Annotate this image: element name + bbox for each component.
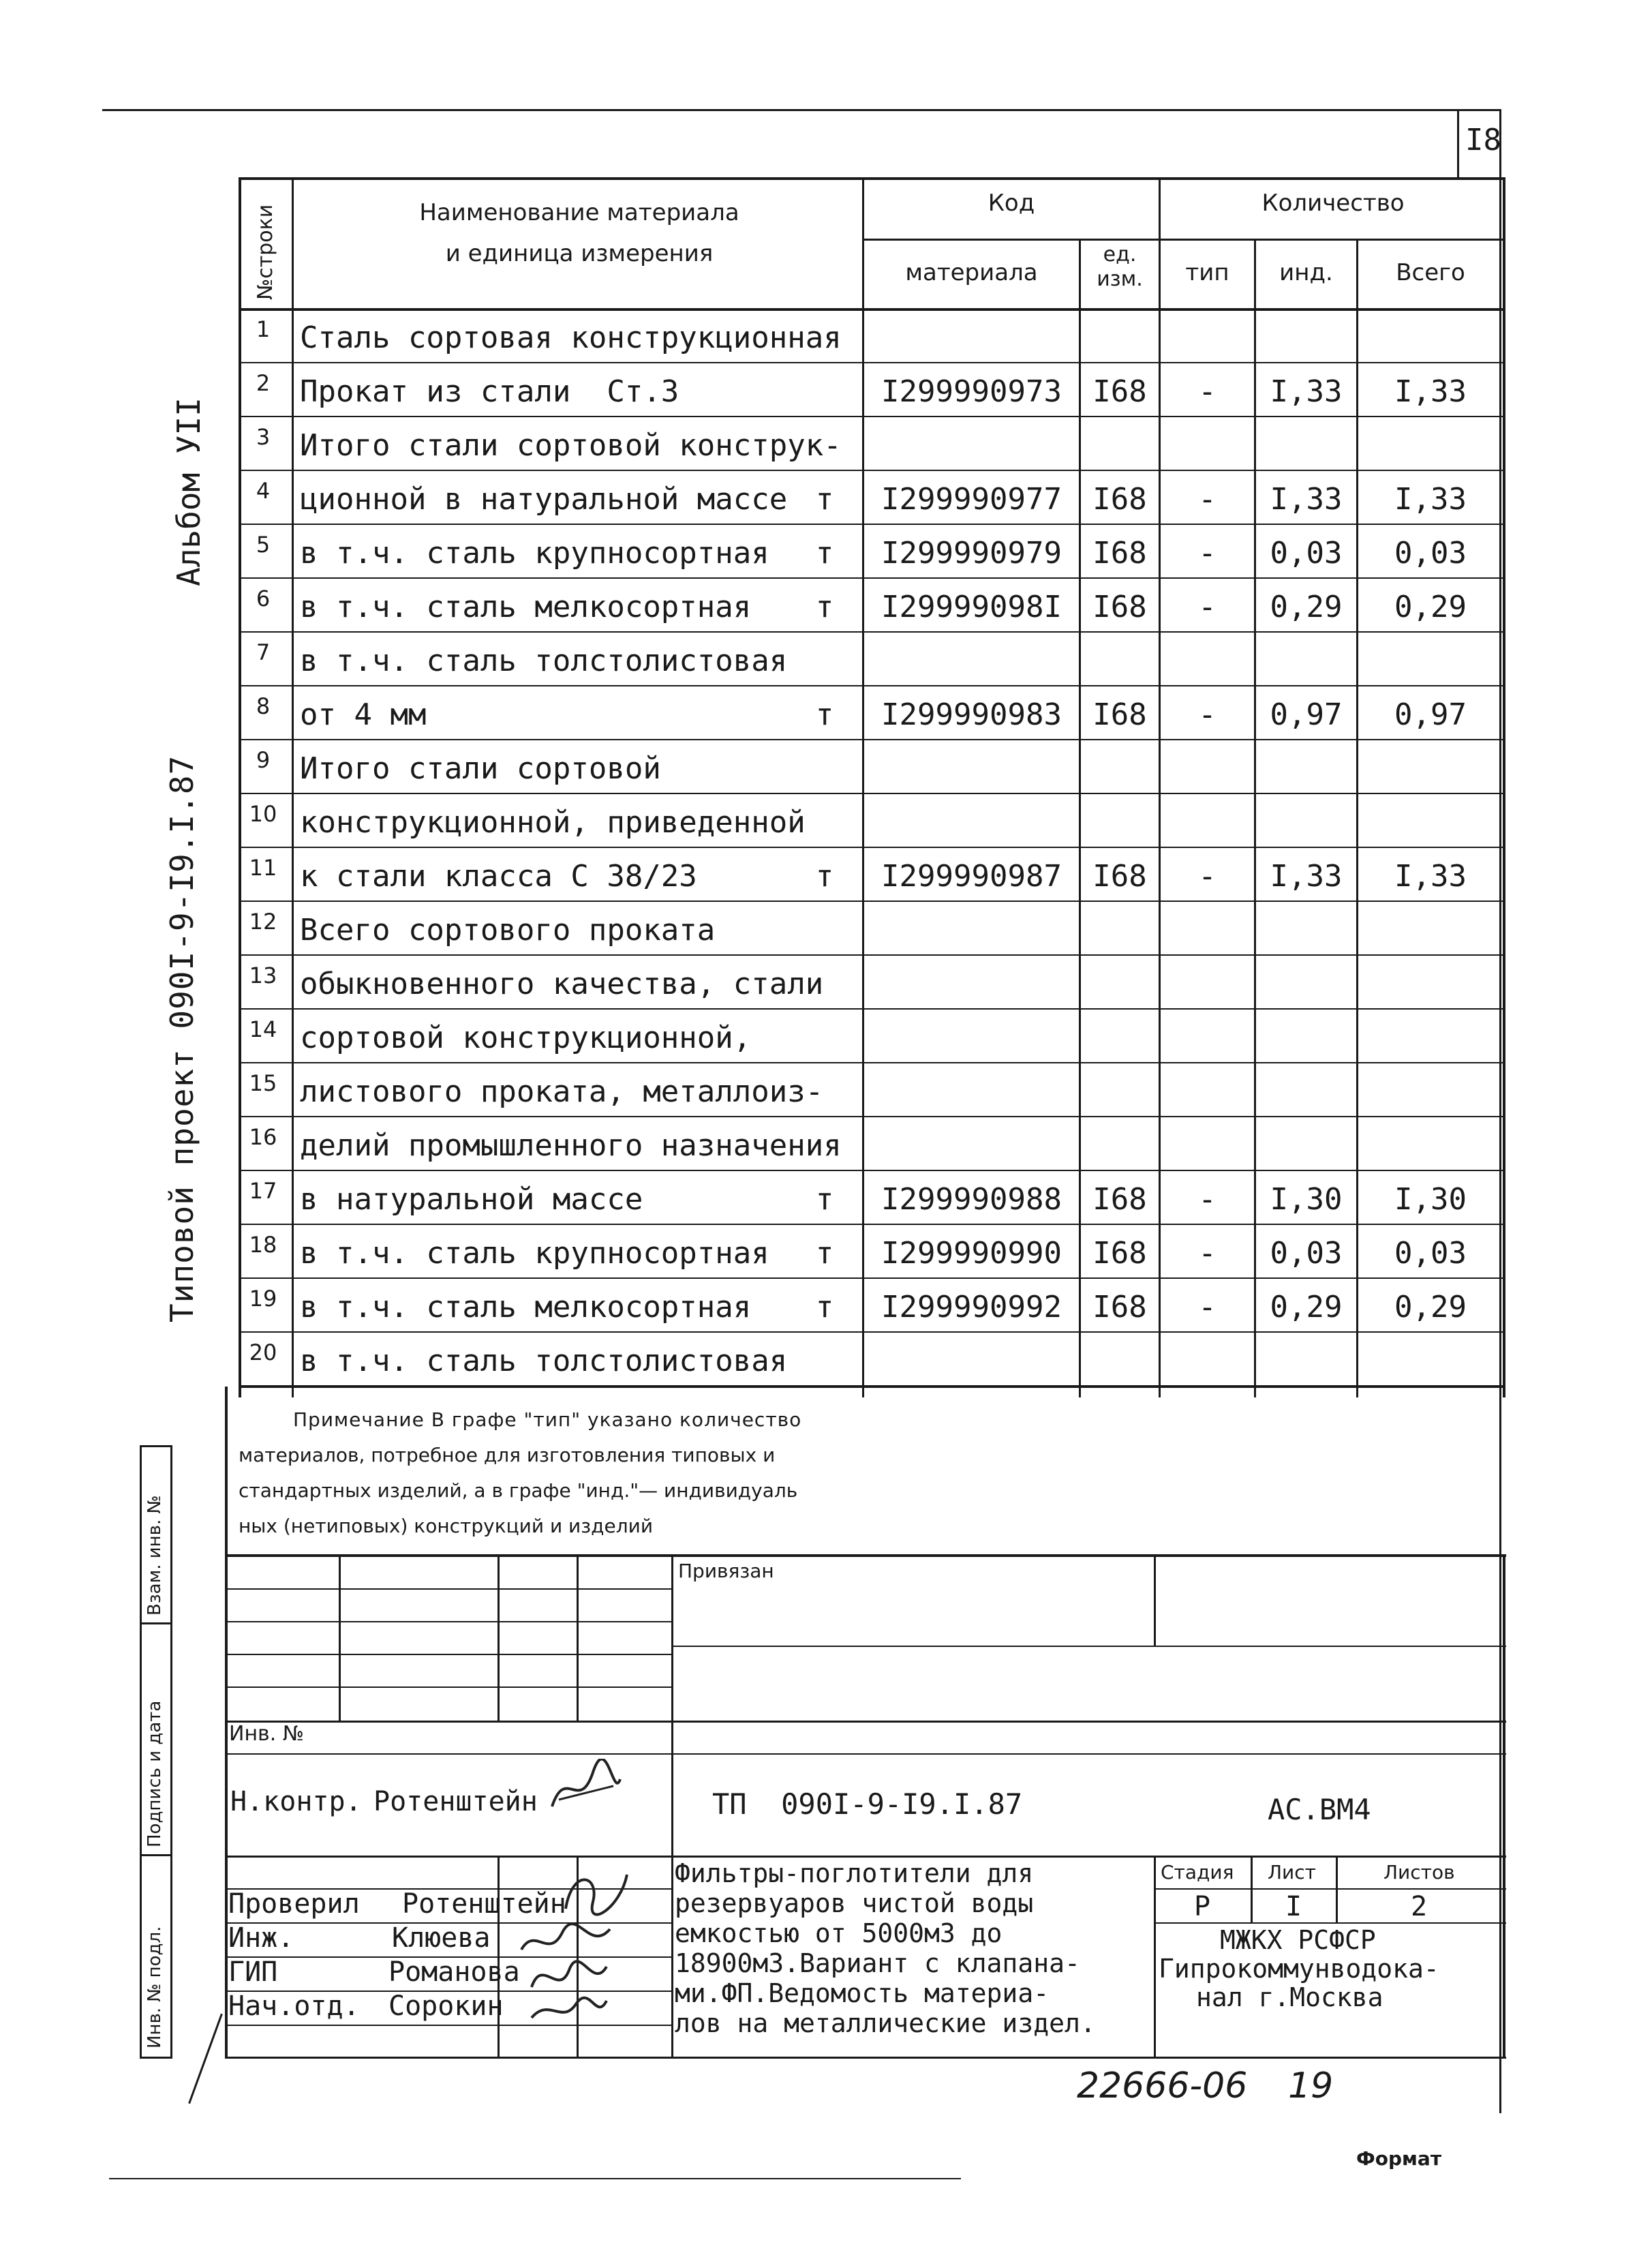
row-qty-total: I,33 — [1394, 374, 1467, 409]
header-code-unit: ед. изм. — [1097, 243, 1143, 291]
note-line-4: ных (нетиповых) конструкций и изделий — [239, 1515, 654, 1537]
row-name: Итого стали сортовой — [300, 751, 661, 786]
row-name: в натуральной массе — [300, 1182, 643, 1217]
row-name: Всего сортового проката — [300, 913, 716, 948]
row-name: сортовой конструкционной, — [300, 1020, 752, 1055]
row-name: листового проката, металлоиз- — [300, 1074, 824, 1109]
staff-name-1: Ротенштейн — [402, 1888, 566, 1920]
row-name: ционной в натуральной массе — [300, 482, 788, 517]
row-qty-total: 0,03 — [1394, 1236, 1467, 1271]
row-qty-ind: I,30 — [1270, 1182, 1343, 1217]
row-qty-type: - — [1198, 1290, 1217, 1325]
row-unit-symbol: т — [815, 482, 834, 517]
row-number: 3 — [256, 424, 271, 450]
title-line-2: резервуаров чистой воды — [675, 1888, 1034, 1918]
row-qty-type: - — [1198, 1236, 1217, 1271]
note-line-3: стандартных изделий, а в графе "инд."— индивидуаль — [239, 1479, 798, 1502]
row-unit-symbol: т — [815, 1182, 834, 1217]
header-qty-total: Всего — [1396, 259, 1465, 286]
row-number: 11 — [249, 855, 277, 881]
row-qty-ind: I,33 — [1270, 374, 1343, 409]
row-number: 7 — [256, 639, 271, 665]
header-name-line2: и единица измерения — [445, 240, 714, 267]
sheet-label: Лист — [1268, 1861, 1316, 1883]
staff-name-2: Клюева — [392, 1922, 491, 1954]
header-code: Код — [988, 190, 1035, 217]
row-unit-symbol: т — [815, 536, 834, 571]
row-number: 20 — [249, 1340, 277, 1365]
row-number: 1 — [256, 316, 271, 342]
signature-scribble-2 — [559, 1861, 634, 1922]
doc-mark: АС.ВМ4 — [1268, 1793, 1371, 1826]
title-line-5: ми.ФП.Ведомость материа- — [675, 1978, 1050, 2008]
row-number: 8 — [256, 693, 271, 719]
row-number: 5 — [256, 532, 271, 558]
note-line-2: материалов, потребное для изготовления типовых и — [239, 1444, 776, 1466]
row-name: Итого стали сортовой конструк- — [300, 428, 842, 463]
row-qty-ind: 0,97 — [1270, 697, 1343, 732]
staff-name-3: Романова — [388, 1956, 520, 1988]
doc-code: ТП 090I-9-I9.I.87 — [712, 1787, 1023, 1821]
title-line-4: 18900м3.Вариант с клапана- — [675, 1948, 1080, 1978]
row-material-code: I299990983 — [881, 697, 1062, 732]
staff-role-2: Инж. — [228, 1922, 294, 1954]
staff-name-4: Сорокин — [388, 1991, 504, 2022]
row-qty-total: I,33 — [1394, 859, 1467, 894]
row-name: в т.ч. сталь крупносортная — [300, 1236, 769, 1271]
row-material-code: I29999098I — [881, 590, 1062, 624]
row-material-code: I299990990 — [881, 1236, 1062, 1271]
row-unit-code: I68 — [1092, 590, 1147, 624]
row-qty-type: - — [1198, 482, 1217, 517]
signature-scribble-4 — [528, 1956, 610, 1997]
row-name: в т.ч. сталь толстолистовая — [300, 644, 788, 678]
row-name: к стали класса С 38/23 — [300, 859, 697, 894]
row-number: 13 — [249, 963, 277, 988]
footer-page: 19 — [1288, 2065, 1334, 2106]
row-unit-code: I68 — [1092, 374, 1147, 409]
row-unit-code: I68 — [1092, 536, 1147, 571]
staff-role-3: ГИП — [228, 1956, 278, 1988]
row-unit-code: I68 — [1092, 1290, 1147, 1325]
row-number: 10 — [249, 801, 277, 827]
row-number: 12 — [249, 909, 277, 935]
archive-number: 22666-06 — [1077, 2065, 1248, 2106]
row-number: 16 — [249, 1124, 277, 1150]
row-qty-type: - — [1198, 590, 1217, 624]
row-unit-code: I68 — [1092, 859, 1147, 894]
org-line-1: МЖКХ РСФСР — [1220, 1925, 1376, 1955]
signature-scribble-5 — [528, 1994, 610, 2028]
row-name: в т.ч. сталь мелкосортная — [300, 590, 752, 624]
row-name: Сталь сортовая конструкционная — [300, 320, 842, 355]
row-qty-type: - — [1198, 859, 1217, 894]
row-unit-symbol: т — [815, 1236, 834, 1271]
row-unit-code: I68 — [1092, 1236, 1147, 1271]
row-qty-ind: I,33 — [1270, 859, 1343, 894]
stamp-vzam-inv: Взам. инв. № — [144, 1495, 165, 1616]
row-qty-type: - — [1198, 697, 1217, 732]
row-number: 15 — [249, 1070, 277, 1096]
format-label: Формат — [1356, 2147, 1442, 2170]
row-qty-total: 0,03 — [1394, 536, 1467, 571]
row-name: от 4 мм — [300, 697, 427, 732]
stamp-inv-podl: Инв. № подл. — [144, 1926, 165, 2048]
sheets-label: Листов — [1383, 1861, 1455, 1883]
row-qty-total: I,30 — [1394, 1182, 1467, 1217]
row-number: 9 — [256, 747, 271, 773]
row-qty-ind: 0,03 — [1270, 1236, 1343, 1271]
sheet-value: I — [1285, 1891, 1302, 1922]
stage-value: Р — [1194, 1891, 1211, 1922]
row-unit-code: I68 — [1092, 697, 1147, 732]
privyazan-label: Привязан — [678, 1560, 774, 1582]
row-name: в т.ч. сталь крупносортная — [300, 536, 769, 571]
page-number: I8 — [1465, 123, 1501, 157]
row-qty-total: I,33 — [1394, 482, 1467, 517]
title-line-1: Фильтры-поглотители для — [675, 1858, 1034, 1888]
row-material-code: I299990977 — [881, 482, 1062, 517]
row-unit-symbol: т — [815, 590, 834, 624]
row-unit-symbol: т — [815, 697, 834, 732]
header-quantity: Количество — [1261, 190, 1405, 217]
header-code-material: материала — [905, 259, 1038, 286]
row-unit-code: I68 — [1092, 1182, 1147, 1217]
sheets-value: 2 — [1411, 1891, 1428, 1922]
row-unit-code: I68 — [1092, 482, 1147, 517]
signature-scribble-1 — [545, 1759, 627, 1820]
album-label: Альбом УII — [170, 397, 207, 586]
n-kontr-name: Ротенштейн — [373, 1786, 538, 1817]
row-number: 6 — [256, 586, 271, 611]
row-material-code: I299990988 — [881, 1182, 1062, 1217]
row-qty-type: - — [1198, 1182, 1217, 1217]
row-unit-symbol: т — [815, 859, 834, 894]
row-name: делий промышленного назначения — [300, 1128, 842, 1163]
row-material-code: I299990987 — [881, 859, 1062, 894]
project-label: Типовой проект 090I-9-I9.I.87 — [164, 755, 200, 1322]
row-number: 4 — [256, 478, 271, 504]
staff-role-1: Проверил — [228, 1888, 360, 1920]
stage-label: Стадия — [1161, 1861, 1234, 1883]
title-line-3: емкостью от 5000м3 до — [675, 1918, 1003, 1948]
row-qty-ind: 0,29 — [1270, 1290, 1343, 1325]
row-qty-type: - — [1198, 536, 1217, 571]
inv-no-label: Инв. № — [229, 1722, 305, 1746]
row-name: Прокат из стали Ст.3 — [300, 374, 679, 409]
header-row-no: №строки — [254, 204, 277, 300]
row-name: в т.ч. сталь мелкосортная — [300, 1290, 752, 1325]
row-number: 2 — [256, 370, 271, 396]
staff-role-4: Нач.отд. — [228, 1991, 360, 2022]
row-number: 18 — [249, 1232, 277, 1258]
org-line-3: нал г.Москва — [1196, 1982, 1383, 2012]
row-material-code: I299990979 — [881, 536, 1062, 571]
row-qty-type: - — [1198, 374, 1217, 409]
row-number: 19 — [249, 1286, 277, 1312]
header-qty-ind: инд. — [1279, 259, 1333, 286]
row-qty-ind: 0,29 — [1270, 590, 1343, 624]
row-material-code: I299990992 — [881, 1290, 1062, 1325]
row-number: 14 — [249, 1016, 277, 1042]
org-line-2: Гипрокоммунводока- — [1159, 1954, 1439, 1984]
row-qty-ind: I,33 — [1270, 482, 1343, 517]
header-name-line1: Наименование материала — [419, 199, 739, 226]
stamp-podpis-data: Подпись и дата — [144, 1700, 165, 1847]
row-number: 17 — [249, 1178, 277, 1204]
header-qty-type: тип — [1185, 259, 1229, 286]
row-qty-total: 0,29 — [1394, 590, 1467, 624]
title-line-6: лов на металлические издел. — [675, 2008, 1096, 2038]
row-name: обыкновенного качества, стали — [300, 967, 824, 1001]
row-material-code: I299990973 — [881, 374, 1062, 409]
n-kontr-role: Н.контр. — [230, 1786, 362, 1817]
row-name: в т.ч. сталь толстолистовая — [300, 1344, 788, 1378]
note-line-1: Примечание В графе "тип" указано количество — [293, 1408, 802, 1431]
row-name: конструкционной, приведенной — [300, 805, 806, 840]
row-unit-symbol: т — [815, 1290, 834, 1325]
row-qty-ind: 0,03 — [1270, 536, 1343, 571]
row-qty-total: 0,29 — [1394, 1290, 1467, 1325]
row-qty-total: 0,97 — [1394, 697, 1467, 732]
